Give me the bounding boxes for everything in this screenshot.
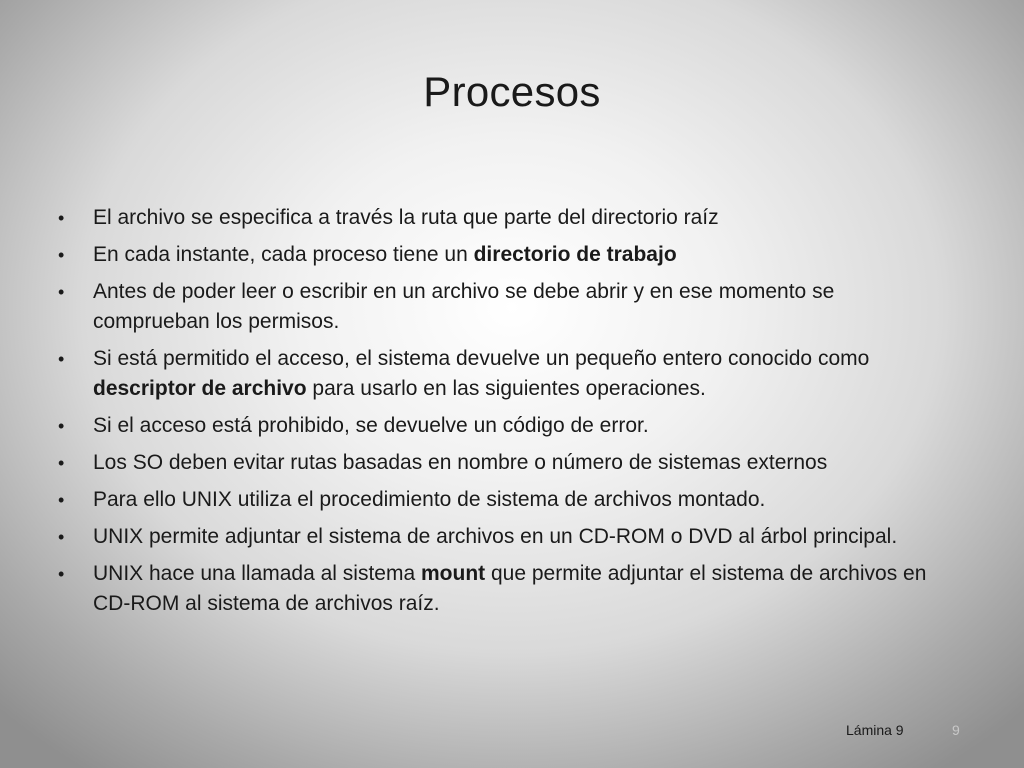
bullet-dot-icon: • (58, 527, 65, 547)
bullet-dot-icon: • (58, 490, 65, 510)
bullet-list (58, 203, 938, 626)
bullet-text: En cada instante, cada proceso tiene un (93, 243, 474, 266)
bullet-dot-icon: • (58, 453, 65, 473)
bullet-text: Para ello UNIX utiliza el procedimiento de sistema de archivos montado. (93, 488, 766, 511)
bullet-bold-text: mount (421, 562, 486, 585)
footer-label: Lámina 9 (846, 722, 904, 738)
bullet-text: El archivo se especifica a través la ruta que parte del directorio raíz (93, 206, 719, 229)
bullet-dot-icon: • (58, 208, 65, 228)
bullet-text: para usarlo en las siguientes operaciones. (306, 377, 706, 400)
bullet-bold-text: directorio de trabajo (473, 243, 677, 266)
bullet-text: UNIX permite adjuntar el sistema de archivos en un CD-ROM o DVD al árbol principal. (93, 525, 898, 548)
bullet-dot-icon: • (58, 416, 65, 436)
bullet-bold-text: descriptor de archivo (93, 377, 307, 400)
bullet-text: Si está permitido el acceso, el sistema devuelve un pequeño entero conocido como (93, 347, 870, 370)
bullet-text: Los SO deben evitar rutas basadas en nombre o número de sistemas externos (93, 451, 828, 474)
bullet-dot-icon: • (58, 245, 65, 265)
bullet-text: Antes de poder leer o escribir en un archivo se debe abrir y en ese momento se comprueban los permisos. (93, 280, 835, 333)
bullet-item (58, 485, 938, 515)
bullet-item (58, 411, 938, 441)
bullet-dot-icon: • (58, 564, 65, 584)
bullet-item (58, 277, 938, 337)
bullet-text: UNIX hace una llamada al sistema (93, 562, 421, 585)
bullet-item (58, 344, 938, 404)
bullet-item (58, 448, 938, 478)
slide-number: 9 (952, 722, 960, 738)
bullet-item (58, 240, 938, 270)
bullet-item (58, 522, 938, 552)
bullet-item (58, 203, 938, 233)
bullet-item (58, 559, 938, 619)
slide-title: Procesos (423, 68, 601, 115)
bullet-dot-icon: • (58, 349, 65, 369)
bullet-text: que permite adjuntar el sistema de archivos en CD-ROM al sistema de archivos raíz. (93, 562, 927, 615)
bullet-dot-icon: • (58, 282, 65, 302)
bullet-text: Si el acceso está prohibido, se devuelve un código de error. (93, 414, 649, 437)
